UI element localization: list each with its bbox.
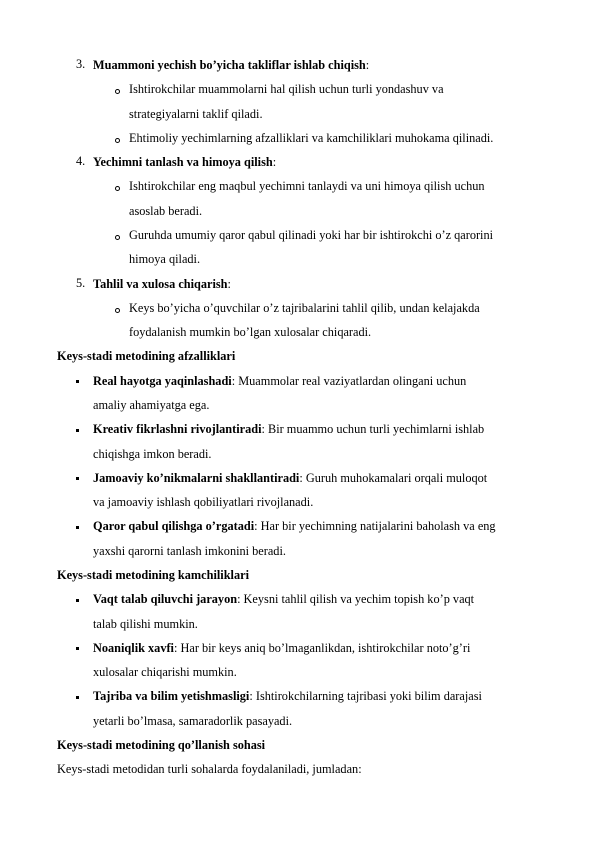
list-item bbox=[93, 518, 496, 534]
item-term: Qaror qabul qilishga o’rgatadi bbox=[93, 519, 255, 533]
sub-item-text: asoslab beradi. bbox=[129, 204, 203, 218]
step-heading bbox=[93, 276, 231, 292]
list-item bbox=[93, 591, 474, 607]
list-number: 4. bbox=[76, 154, 86, 168]
item-term: Vaqt talab qiluvchi jarayon bbox=[93, 592, 238, 606]
list-number: 5. bbox=[76, 276, 86, 290]
step-title: Tahlil va xulosa chiqarish bbox=[93, 277, 228, 291]
sub-item-text: foydalanish mumkin bo’lgan xulosalar chiqaradi. bbox=[129, 325, 372, 339]
sub-item-text: himoya qiladi. bbox=[129, 252, 201, 266]
section-heading-usage: Keys-stadi metodining qo’llanish sohasi bbox=[57, 738, 266, 752]
item-text-cont: amaliy ahamiyatga ega. bbox=[93, 398, 210, 412]
step-heading bbox=[93, 57, 369, 73]
item-text-cont: yaxshi qarorni tanlash imkonini beradi. bbox=[93, 544, 286, 558]
bullet-icon bbox=[76, 599, 79, 602]
item-text: : Bir muammo uchun turli yechimlarni ishlab bbox=[261, 422, 485, 436]
circle-bullet-icon bbox=[115, 235, 120, 240]
list-item bbox=[93, 640, 470, 656]
circle-bullet-icon bbox=[115, 89, 120, 94]
list-item bbox=[93, 470, 487, 486]
list-item bbox=[93, 421, 484, 437]
list-number: 3. bbox=[76, 57, 86, 71]
item-term: Jamoaviy ko’nikmalarni shakllantiradi bbox=[93, 471, 300, 485]
sub-item-text: strategiyalarni taklif qiladi. bbox=[129, 107, 263, 121]
item-text: : Guruh muhokamalari orqali muloqot bbox=[299, 471, 488, 485]
section-heading-disadvantages: Keys-stadi metodining kamchiliklari bbox=[57, 568, 249, 582]
bullet-icon bbox=[76, 696, 79, 699]
sub-item-text: Ishtirokchilar muammolarni hal qilish uchun turli yondashuv va bbox=[129, 82, 444, 96]
item-text: : Ishtirokchilarning tajribasi yoki bilim darajasi bbox=[249, 689, 482, 703]
item-term: Noaniqlik xavfi bbox=[93, 641, 174, 655]
item-text: : Muammolar real vaziyatlardan olingani uchun bbox=[231, 374, 467, 388]
item-term: Kreativ fikrlashni rivojlantiradi bbox=[93, 422, 262, 436]
bullet-icon bbox=[76, 380, 79, 383]
section-heading-advantages: Keys-stadi metodining afzalliklari bbox=[57, 349, 236, 363]
circle-bullet-icon bbox=[115, 186, 120, 191]
item-text: : Har bir yechimning natijalarini baholash va eng bbox=[254, 519, 496, 533]
bullet-icon bbox=[76, 429, 79, 432]
item-text-cont: va jamoaviy ishlash qobiliyatlari rivojlanadi. bbox=[93, 495, 314, 509]
list-item bbox=[93, 373, 466, 389]
step-heading bbox=[93, 154, 276, 170]
item-term: Tajriba va bilim yetishmasligi bbox=[93, 689, 250, 703]
step-suffix: : bbox=[227, 277, 231, 291]
step-suffix: : bbox=[365, 58, 370, 72]
step-suffix: : bbox=[272, 155, 277, 169]
circle-bullet-icon bbox=[115, 308, 120, 313]
bullet-icon bbox=[76, 477, 79, 480]
sub-item-text: Keys bo’yicha o’quvchilar o’z tajribalarini tahlil qilib, undan kelajakda bbox=[129, 301, 480, 315]
item-text: : Har bir keys aniq bo’lmaganlikdan, ishtirokchilar noto’g’ri bbox=[173, 641, 471, 655]
item-text: : Keysni tahlil qilish va yechim topish ko’p vaqt bbox=[237, 592, 475, 606]
item-text-cont: xulosalar chiqarishi mumkin. bbox=[93, 665, 237, 679]
sub-item-text: Ehtimoliy yechimlarning afzalliklari va kamchiliklari muhokama qilinadi. bbox=[129, 131, 494, 145]
circle-bullet-icon bbox=[115, 138, 120, 143]
item-term: Real hayotga yaqinlashadi bbox=[93, 374, 232, 388]
item-text-cont: chiqishga imkon beradi. bbox=[93, 447, 212, 461]
paragraph: Keys-stadi metodidan turli sohalarda foydalaniladi, jumladan: bbox=[57, 762, 362, 776]
list-item bbox=[93, 688, 482, 704]
bullet-icon bbox=[76, 647, 79, 650]
step-title: Muammoni yechish bo’yicha takliflar ishlab chiqish bbox=[93, 58, 366, 72]
bullet-icon bbox=[76, 526, 79, 529]
sub-item-text: Guruhda umumiy qaror qabul qilinadi yoki har bir ishtirokchi o’z qarorini bbox=[129, 228, 494, 242]
item-text-cont: talab qilishi mumkin. bbox=[93, 617, 198, 631]
step-title: Yechimni tanlash va himoya qilish bbox=[93, 155, 273, 169]
item-text-cont: yetarli bo’lmasa, samaradorlik pasayadi. bbox=[93, 714, 293, 728]
sub-item-text: Ishtirokchilar eng maqbul yechimni tanlaydi va uni himoya qilish uchun bbox=[129, 179, 485, 193]
